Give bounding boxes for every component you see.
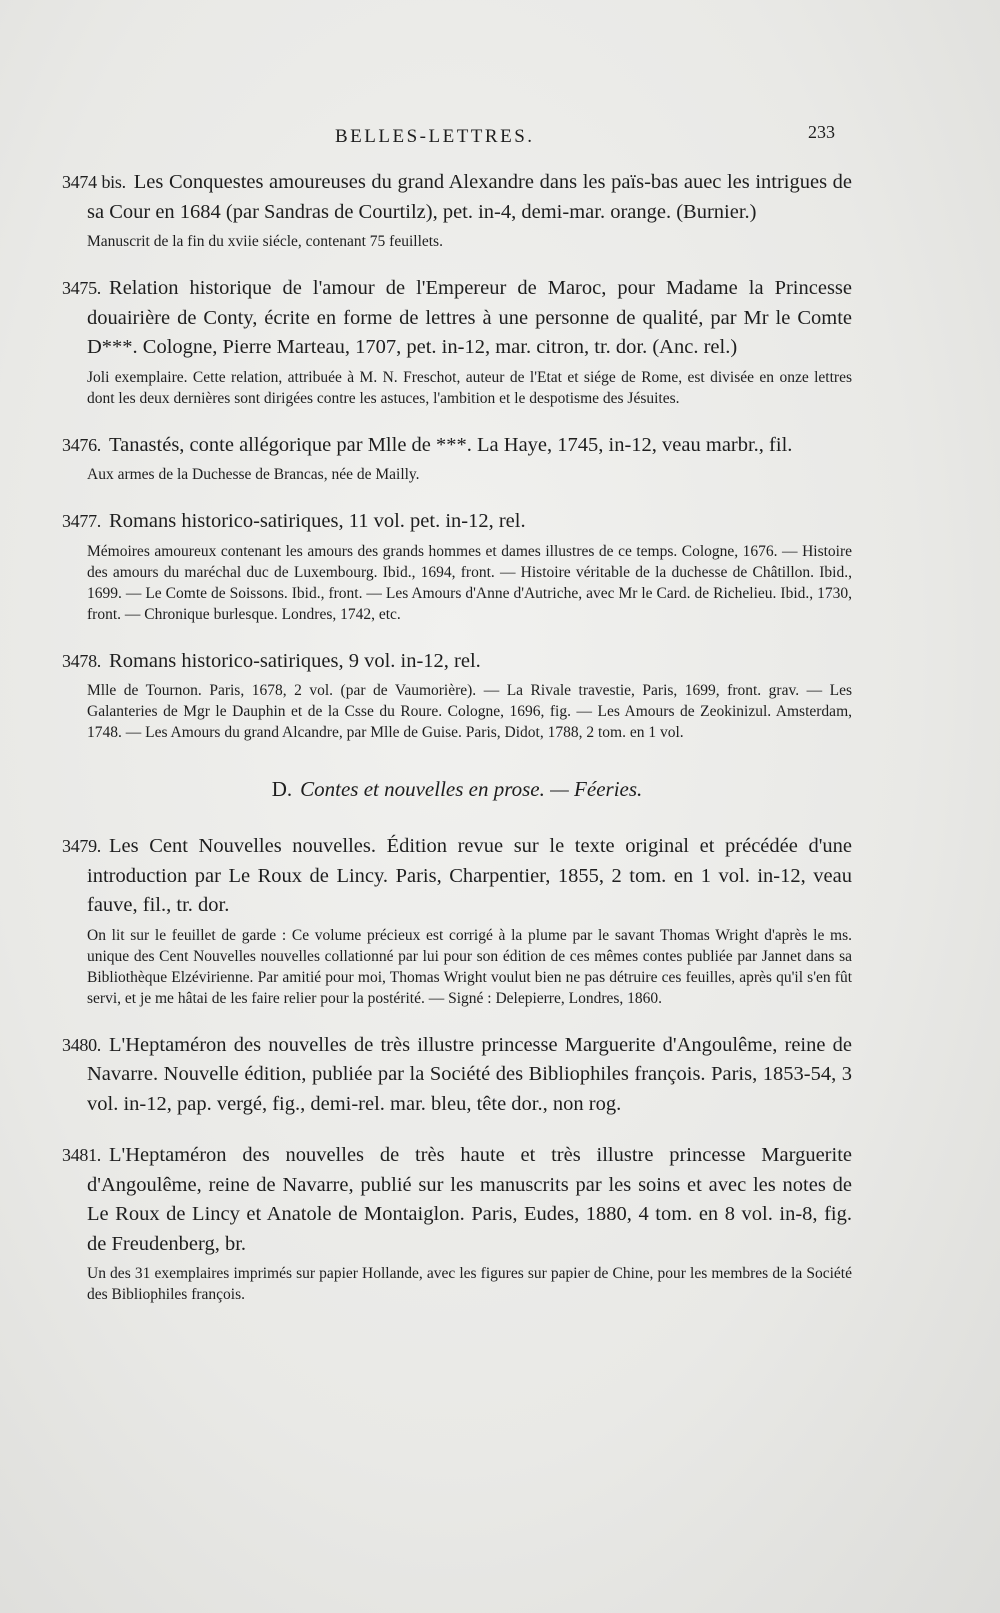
entry-note: Manuscrit de la fin du xviie siécle, contenant 75 feuillets. (87, 233, 443, 250)
catalogue-entry-3480 (62, 1031, 852, 1120)
page-header (0, 122, 1000, 162)
entry-number: 3476. (62, 434, 102, 455)
catalogue-entries (62, 168, 852, 1327)
entry-note: Aux armes de la Duchesse de Brancas, née de Mailly. (87, 466, 420, 483)
running-title: BELLES-LETTRES. (335, 126, 535, 147)
catalogue-entry-3476 (62, 431, 852, 486)
entry-number: 3474 bis. (62, 172, 126, 192)
entry-note: Mlle de Tournon. Paris, 1678, 2 vol. (par de Vaumorière). — La Rivale travestie, Paris, 1699, front. grav. — Les Galanteries de Mgr le Dauphin et de la Csse du Roure. Cologne, 1696, fig. — Les Amours de Zeokinizul. Amsterdam, 1748. — Les Amours du grand Alcandre, par Mlle de Guise. Paris, Didot, 1788, 2 tom. en 1 vol. (87, 682, 852, 741)
entry-description: Les Conquestes amoureuses du grand Alexandre dans les païs-bas auec les intrigues de sa Cour en 1684 (par Sandras de Courtilz), pet. in-4, demi-mar. orange. (Burnier.) (87, 171, 852, 223)
catalogue-entry-3478 (62, 647, 852, 744)
catalogue-entry-3479 (62, 832, 852, 1009)
section-title: Contes et nouvelles en prose. — Féeries. (300, 777, 643, 801)
page-number: 233 (808, 122, 835, 142)
entry-number: 3479. (62, 836, 102, 856)
entry-note: Joli exemplaire. Cette relation, attribuée à M. N. Freschot, auteur de l'Etat et siége de Rome, est divisée en onze lettres dont les deux dernières sont dirigées contre les astuces, l'ambition et le despotisme des Jésuites. (87, 368, 852, 407)
entry-number: 3480. (62, 1034, 102, 1055)
entry-description: L'Heptaméron des nouvelles de très illustre princesse Marguerite d'Angoulême, reine de Navarre. Nouvelle édition, publiée par la Société des Bibliophiles françois. Paris, 1853-54, 3 vol. in-12, pap. vergé, fig., demi-rel. mar. bleu, tête dor., non rog. (87, 1033, 852, 1115)
catalogue-entry-3474bis (62, 168, 852, 252)
entry-description: Romans historico-satiriques, 11 vol. pet. in-12, rel. (109, 510, 526, 532)
entry-note: Un des 31 exemplaires imprimés sur papier Hollande, avec les figures sur papier de Chine, pour les membres de la Société des Bibliophiles françois. (87, 1265, 852, 1303)
entry-number: 3477. (62, 511, 102, 531)
entry-note: On lit sur le feuillet de garde : Ce volume précieux est corrigé à la plume par le savant Thomas Wright d'après le ms. unique des Cent Nouvelles nouvelles collationné par lui pour son édition de ces mêmes contes publiée par Jannet dans sa Bibliothèque Elzévirienne. Par amitié pour moi, Thomas Wright voulut bien ne pas détruire ces feuilles, après qu'il s'en fût servi, et je me hâtai de les faire relier pour la postérité. — Signé : Delepierre, Londres, 1860. (87, 926, 852, 1007)
entry-number: 3481. (62, 1145, 102, 1165)
section-heading (62, 777, 852, 802)
entry-description: L'Heptaméron des nouvelles de très haute et très illustre princesse Marguerite d'Angoulême, reine de Navarre, publié sur les manuscrits par les soins et avec les notes de Le Roux de Lincy et Anatole de Montaiglon. Paris, Eudes, 1880, 4 tom. en 8 vol. in-8, fig. de Freudenberg, br. (87, 1144, 852, 1255)
entry-description: Tanastés, conte allégorique par Mlle de ***. La Haye, 1745, in-12, veau marbr., fil. (109, 433, 793, 456)
entry-description: Relation historique de l'amour de l'Empereur de Maroc, pour Madame la Princesse douairière de Conty, écrite en forme de lettres à une personne de qualité, par Mr le Comte D***. Cologne, Pierre Marteau, 1707, pet. in-12, mar. citron, tr. dor. (Anc. rel.) (87, 277, 852, 358)
entry-number: 3475. (62, 278, 102, 298)
entry-number: 3478. (62, 650, 102, 671)
entry-description: Les Cent Nouvelles nouvelles. Édition revue sur le texte original et précédée d'une introduction par Le Roux de Lincy. Paris, Charpentier, 1855, 2 tom. en 1 vol. in-12, veau fauve, fil., tr. dor. (87, 835, 852, 916)
catalogue-entry-3477 (62, 507, 852, 625)
catalogue-entry-3481 (62, 1141, 852, 1305)
entry-note: Mémoires amoureux contenant les amours des grands hommes et dames illustres de ce temps. Cologne, 1676. — Histoire des amours du maréchal duc de Luxembourg. Ibid., 1694, front. — Histoire véritable de la duchesse de Châtillon. Ibid., 1699. — Le Comte de Soissons. Ibid., front. — Les Amours d'Anne d'Autriche, avec Mr le Card. de Richelieu. Ibid., 1730, front. — Chronique burlesque. Londres, 1742, etc. (87, 542, 852, 623)
entry-description: Romans historico-satiriques, 9 vol. in-12, rel. (109, 649, 481, 672)
catalogue-entry-3475 (62, 274, 852, 409)
section-letter: D. (271, 777, 293, 801)
